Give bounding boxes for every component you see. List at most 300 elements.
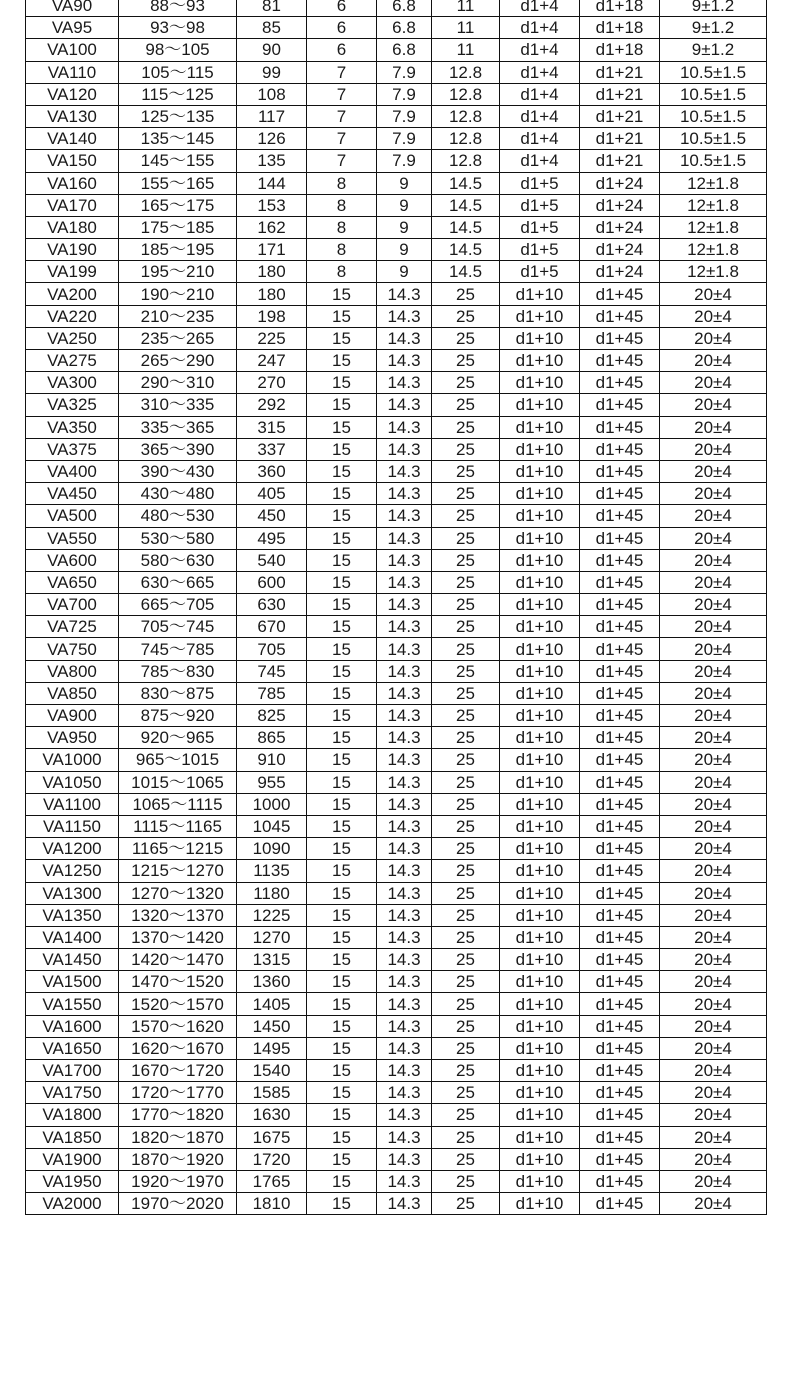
table-row — [26, 305, 767, 327]
tolerance-cell: 20±4 — [660, 815, 767, 837]
tolerance-cell: 9±1.2 — [660, 0, 767, 17]
range-cell: 745～785 — [119, 638, 237, 660]
c6-cell: d1+4 — [500, 150, 580, 172]
d1-cell: 315 — [237, 416, 307, 438]
c6-cell: d1+10 — [500, 838, 580, 860]
c7-cell: d1+45 — [580, 1126, 660, 1148]
width-cell: 15 — [307, 793, 377, 815]
c4-cell: 7.9 — [377, 150, 432, 172]
range-cell: 580～630 — [119, 549, 237, 571]
c5-cell: 25 — [432, 394, 500, 416]
c6-cell: d1+10 — [500, 860, 580, 882]
c4-cell: 14.3 — [377, 1148, 432, 1170]
d1-cell: 785 — [237, 682, 307, 704]
c6-cell: d1+10 — [500, 438, 580, 460]
d1-cell: 910 — [237, 749, 307, 771]
model-cell: VA1150 — [26, 815, 119, 837]
width-cell: 15 — [307, 727, 377, 749]
model-cell: VA90 — [26, 0, 119, 17]
tolerance-cell: 20±4 — [660, 305, 767, 327]
c7-cell: d1+21 — [580, 150, 660, 172]
c7-cell: d1+21 — [580, 128, 660, 150]
model-cell: VA1900 — [26, 1148, 119, 1170]
c5-cell: 12.8 — [432, 150, 500, 172]
tolerance-cell: 20±4 — [660, 1015, 767, 1037]
range-cell: 1720～1770 — [119, 1082, 237, 1104]
tolerance-cell: 12±1.8 — [660, 172, 767, 194]
d1-cell: 955 — [237, 771, 307, 793]
c6-cell: d1+10 — [500, 394, 580, 416]
c6-cell: d1+10 — [500, 350, 580, 372]
table-row — [26, 1126, 767, 1148]
width-cell: 7 — [307, 150, 377, 172]
width-cell: 15 — [307, 771, 377, 793]
c4-cell: 14.3 — [377, 594, 432, 616]
c7-cell: d1+24 — [580, 216, 660, 238]
c4-cell: 14.3 — [377, 1037, 432, 1059]
model-cell: VA275 — [26, 350, 119, 372]
model-cell: VA900 — [26, 705, 119, 727]
width-cell: 6 — [307, 39, 377, 61]
c5-cell: 11 — [432, 0, 500, 17]
range-cell: 1420～1470 — [119, 949, 237, 971]
tolerance-cell: 20±4 — [660, 1126, 767, 1148]
d1-cell: 865 — [237, 727, 307, 749]
c7-cell: d1+24 — [580, 239, 660, 261]
tolerance-cell: 20±4 — [660, 394, 767, 416]
c7-cell: d1+45 — [580, 838, 660, 860]
table-row — [26, 505, 767, 527]
d1-cell: 1360 — [237, 971, 307, 993]
range-cell: 1370～1420 — [119, 926, 237, 948]
c7-cell: d1+45 — [580, 616, 660, 638]
c5-cell: 25 — [432, 571, 500, 593]
c7-cell: d1+21 — [580, 61, 660, 83]
table-row — [26, 105, 767, 127]
table-row — [26, 83, 767, 105]
tolerance-cell: 20±4 — [660, 350, 767, 372]
d1-cell: 630 — [237, 594, 307, 616]
range-cell: 310～335 — [119, 394, 237, 416]
model-cell: VA190 — [26, 239, 119, 261]
range-cell: 920～965 — [119, 727, 237, 749]
c6-cell: d1+10 — [500, 926, 580, 948]
width-cell: 15 — [307, 483, 377, 505]
width-cell: 15 — [307, 1082, 377, 1104]
c7-cell: d1+45 — [580, 372, 660, 394]
c5-cell: 25 — [432, 1170, 500, 1192]
width-cell: 15 — [307, 1126, 377, 1148]
d1-cell: 117 — [237, 105, 307, 127]
range-cell: 185～195 — [119, 239, 237, 261]
table-row — [26, 616, 767, 638]
model-cell: VA1750 — [26, 1082, 119, 1104]
tolerance-cell: 20±4 — [660, 838, 767, 860]
tolerance-cell: 20±4 — [660, 438, 767, 460]
c4-cell: 14.3 — [377, 638, 432, 660]
d1-cell: 540 — [237, 549, 307, 571]
c4-cell: 9 — [377, 261, 432, 283]
c5-cell: 25 — [432, 860, 500, 882]
tolerance-cell: 20±4 — [660, 1060, 767, 1082]
c5-cell: 25 — [432, 594, 500, 616]
range-cell: 830～875 — [119, 682, 237, 704]
range-cell: 1470～1520 — [119, 971, 237, 993]
c5-cell: 25 — [432, 1126, 500, 1148]
table-row — [26, 0, 767, 17]
range-cell: 530～580 — [119, 527, 237, 549]
d1-cell: 144 — [237, 172, 307, 194]
table-row — [26, 1060, 767, 1082]
c7-cell: d1+45 — [580, 571, 660, 593]
range-cell: 145～155 — [119, 150, 237, 172]
width-cell: 15 — [307, 1104, 377, 1126]
c6-cell: d1+10 — [500, 283, 580, 305]
c6-cell: d1+10 — [500, 416, 580, 438]
width-cell: 6 — [307, 0, 377, 17]
d1-cell: 1540 — [237, 1060, 307, 1082]
c5-cell: 25 — [432, 749, 500, 771]
table-row — [26, 926, 767, 948]
d1-cell: 450 — [237, 505, 307, 527]
c5-cell: 25 — [432, 327, 500, 349]
model-cell: VA1300 — [26, 882, 119, 904]
c5-cell: 25 — [432, 372, 500, 394]
c4-cell: 6.8 — [377, 0, 432, 17]
c7-cell: d1+45 — [580, 1037, 660, 1059]
c4-cell: 14.3 — [377, 372, 432, 394]
c7-cell: d1+45 — [580, 727, 660, 749]
c4-cell: 9 — [377, 194, 432, 216]
c5-cell: 25 — [432, 971, 500, 993]
table-row — [26, 682, 767, 704]
model-cell: VA500 — [26, 505, 119, 527]
c4-cell: 14.3 — [377, 926, 432, 948]
c6-cell: d1+4 — [500, 17, 580, 39]
width-cell: 15 — [307, 860, 377, 882]
c5-cell: 25 — [432, 438, 500, 460]
range-cell: 1065～1115 — [119, 793, 237, 815]
table-row — [26, 949, 767, 971]
c4-cell: 14.3 — [377, 1082, 432, 1104]
model-cell: VA180 — [26, 216, 119, 238]
c5-cell: 14.5 — [432, 239, 500, 261]
tolerance-cell: 20±4 — [660, 971, 767, 993]
table-row — [26, 1037, 767, 1059]
c7-cell: d1+45 — [580, 549, 660, 571]
d1-cell: 825 — [237, 705, 307, 727]
width-cell: 8 — [307, 216, 377, 238]
d1-cell: 81 — [237, 0, 307, 17]
d1-cell: 1090 — [237, 838, 307, 860]
c7-cell: d1+45 — [580, 971, 660, 993]
d1-cell: 1630 — [237, 1104, 307, 1126]
c6-cell: d1+4 — [500, 128, 580, 150]
width-cell: 15 — [307, 815, 377, 837]
model-cell: VA1550 — [26, 993, 119, 1015]
d1-cell: 171 — [237, 239, 307, 261]
width-cell: 15 — [307, 327, 377, 349]
width-cell: 7 — [307, 83, 377, 105]
tolerance-cell: 20±4 — [660, 638, 767, 660]
c4-cell: 14.3 — [377, 815, 432, 837]
c4-cell: 14.3 — [377, 771, 432, 793]
c4-cell: 14.3 — [377, 483, 432, 505]
c6-cell: d1+4 — [500, 0, 580, 17]
model-cell: VA375 — [26, 438, 119, 460]
c5-cell: 25 — [432, 1082, 500, 1104]
c7-cell: d1+45 — [580, 749, 660, 771]
c6-cell: d1+10 — [500, 1060, 580, 1082]
c6-cell: d1+10 — [500, 1126, 580, 1148]
width-cell: 15 — [307, 438, 377, 460]
model-cell: VA130 — [26, 105, 119, 127]
c6-cell: d1+10 — [500, 882, 580, 904]
c4-cell: 14.3 — [377, 860, 432, 882]
model-cell: VA1350 — [26, 904, 119, 926]
d1-cell: 135 — [237, 150, 307, 172]
c4-cell: 14.3 — [377, 793, 432, 815]
c5-cell: 25 — [432, 1104, 500, 1126]
table-row — [26, 216, 767, 238]
model-cell: VA1850 — [26, 1126, 119, 1148]
c5-cell: 25 — [432, 771, 500, 793]
range-cell: 1015～1065 — [119, 771, 237, 793]
table-row — [26, 1082, 767, 1104]
model-cell: VA150 — [26, 150, 119, 172]
width-cell: 15 — [307, 926, 377, 948]
c7-cell: d1+45 — [580, 1104, 660, 1126]
c7-cell: d1+45 — [580, 1060, 660, 1082]
c6-cell: d1+10 — [500, 771, 580, 793]
c5-cell: 25 — [432, 1015, 500, 1037]
c6-cell: d1+5 — [500, 216, 580, 238]
width-cell: 15 — [307, 949, 377, 971]
width-cell: 15 — [307, 660, 377, 682]
range-cell: 290～310 — [119, 372, 237, 394]
c6-cell: d1+10 — [500, 527, 580, 549]
width-cell: 15 — [307, 749, 377, 771]
c4-cell: 14.3 — [377, 394, 432, 416]
c6-cell: d1+4 — [500, 83, 580, 105]
c5-cell: 25 — [432, 727, 500, 749]
model-cell: VA120 — [26, 83, 119, 105]
model-cell: VA1650 — [26, 1037, 119, 1059]
model-cell: VA1450 — [26, 949, 119, 971]
c6-cell: d1+10 — [500, 749, 580, 771]
width-cell: 15 — [307, 616, 377, 638]
c6-cell: d1+4 — [500, 39, 580, 61]
c7-cell: d1+45 — [580, 327, 660, 349]
table-row — [26, 283, 767, 305]
c5-cell: 25 — [432, 838, 500, 860]
tolerance-cell: 12±1.8 — [660, 239, 767, 261]
model-cell: VA450 — [26, 483, 119, 505]
width-cell: 15 — [307, 527, 377, 549]
c4-cell: 14.3 — [377, 616, 432, 638]
range-cell: 105～115 — [119, 61, 237, 83]
width-cell: 15 — [307, 372, 377, 394]
width-cell: 15 — [307, 971, 377, 993]
c7-cell: d1+45 — [580, 483, 660, 505]
c7-cell: d1+45 — [580, 904, 660, 926]
model-cell: VA350 — [26, 416, 119, 438]
c7-cell: d1+45 — [580, 527, 660, 549]
table-row — [26, 261, 767, 283]
c6-cell: d1+10 — [500, 660, 580, 682]
c6-cell: d1+10 — [500, 1082, 580, 1104]
c4-cell: 9 — [377, 172, 432, 194]
table-row — [26, 460, 767, 482]
c5-cell: 25 — [432, 926, 500, 948]
tolerance-cell: 20±4 — [660, 771, 767, 793]
model-cell: VA100 — [26, 39, 119, 61]
d1-cell: 270 — [237, 372, 307, 394]
c5-cell: 12.8 — [432, 105, 500, 127]
c6-cell: d1+10 — [500, 1193, 580, 1215]
model-cell: VA199 — [26, 261, 119, 283]
range-cell: 115～125 — [119, 83, 237, 105]
model-cell: VA1250 — [26, 860, 119, 882]
c7-cell: d1+18 — [580, 39, 660, 61]
c4-cell: 14.3 — [377, 416, 432, 438]
c4-cell: 14.3 — [377, 283, 432, 305]
range-cell: 1165～1215 — [119, 838, 237, 860]
c7-cell: d1+24 — [580, 172, 660, 194]
range-cell: 1820～1870 — [119, 1126, 237, 1148]
c6-cell: d1+5 — [500, 194, 580, 216]
c4-cell: 14.3 — [377, 549, 432, 571]
c6-cell: d1+10 — [500, 372, 580, 394]
c6-cell: d1+10 — [500, 815, 580, 837]
model-cell: VA2000 — [26, 1193, 119, 1215]
d1-cell: 1405 — [237, 993, 307, 1015]
tolerance-cell: 20±4 — [660, 1104, 767, 1126]
c7-cell: d1+45 — [580, 638, 660, 660]
width-cell: 15 — [307, 682, 377, 704]
c5-cell: 25 — [432, 949, 500, 971]
d1-cell: 670 — [237, 616, 307, 638]
range-cell: 875～920 — [119, 705, 237, 727]
c6-cell: d1+4 — [500, 61, 580, 83]
model-cell: VA1500 — [26, 971, 119, 993]
range-cell: 665～705 — [119, 594, 237, 616]
c5-cell: 25 — [432, 1193, 500, 1215]
d1-cell: 292 — [237, 394, 307, 416]
range-cell: 1970～2020 — [119, 1193, 237, 1215]
model-cell: VA200 — [26, 283, 119, 305]
width-cell: 8 — [307, 172, 377, 194]
tolerance-cell: 20±4 — [660, 682, 767, 704]
table-row — [26, 882, 767, 904]
c6-cell: d1+10 — [500, 460, 580, 482]
width-cell: 15 — [307, 1193, 377, 1215]
tolerance-cell: 20±4 — [660, 283, 767, 305]
spec-table — [25, 0, 767, 1215]
c5-cell: 25 — [432, 350, 500, 372]
d1-cell: 1585 — [237, 1082, 307, 1104]
c4-cell: 14.3 — [377, 993, 432, 1015]
table-row — [26, 571, 767, 593]
d1-cell: 126 — [237, 128, 307, 150]
tolerance-cell: 20±4 — [660, 549, 767, 571]
tolerance-cell: 10.5±1.5 — [660, 61, 767, 83]
range-cell: 630～665 — [119, 571, 237, 593]
c5-cell: 25 — [432, 1037, 500, 1059]
c5-cell: 25 — [432, 882, 500, 904]
d1-cell: 360 — [237, 460, 307, 482]
c7-cell: d1+45 — [580, 1015, 660, 1037]
c4-cell: 14.3 — [377, 350, 432, 372]
c5-cell: 25 — [432, 993, 500, 1015]
table-row — [26, 1193, 767, 1215]
range-cell: 155～165 — [119, 172, 237, 194]
range-cell: 1115～1165 — [119, 815, 237, 837]
d1-cell: 162 — [237, 216, 307, 238]
c4-cell: 6.8 — [377, 39, 432, 61]
c4-cell: 14.3 — [377, 1060, 432, 1082]
tolerance-cell: 20±4 — [660, 1170, 767, 1192]
c6-cell: d1+10 — [500, 483, 580, 505]
tolerance-cell: 20±4 — [660, 372, 767, 394]
c6-cell: d1+10 — [500, 682, 580, 704]
c4-cell: 14.3 — [377, 505, 432, 527]
c4-cell: 14.3 — [377, 660, 432, 682]
c5-cell: 25 — [432, 416, 500, 438]
range-cell: 195～210 — [119, 261, 237, 283]
table-row — [26, 483, 767, 505]
c5-cell: 12.8 — [432, 61, 500, 83]
c4-cell: 14.3 — [377, 682, 432, 704]
model-cell: VA1000 — [26, 749, 119, 771]
c5-cell: 11 — [432, 17, 500, 39]
d1-cell: 337 — [237, 438, 307, 460]
width-cell: 15 — [307, 416, 377, 438]
c5-cell: 25 — [432, 505, 500, 527]
c6-cell: d1+10 — [500, 1148, 580, 1170]
tolerance-cell: 20±4 — [660, 483, 767, 505]
width-cell: 15 — [307, 594, 377, 616]
c4-cell: 14.3 — [377, 727, 432, 749]
range-cell: 165～175 — [119, 194, 237, 216]
d1-cell: 1270 — [237, 926, 307, 948]
width-cell: 15 — [307, 705, 377, 727]
c4-cell: 14.3 — [377, 1015, 432, 1037]
model-cell: VA170 — [26, 194, 119, 216]
range-cell: 1215～1270 — [119, 860, 237, 882]
width-cell: 6 — [307, 17, 377, 39]
c7-cell: d1+45 — [580, 882, 660, 904]
table-row — [26, 727, 767, 749]
c5-cell: 25 — [432, 616, 500, 638]
c6-cell: d1+5 — [500, 172, 580, 194]
range-cell: 1870～1920 — [119, 1148, 237, 1170]
tolerance-cell: 20±4 — [660, 594, 767, 616]
model-cell: VA160 — [26, 172, 119, 194]
tolerance-cell: 20±4 — [660, 749, 767, 771]
c4-cell: 14.3 — [377, 438, 432, 460]
d1-cell: 405 — [237, 483, 307, 505]
d1-cell: 745 — [237, 660, 307, 682]
range-cell: 210～235 — [119, 305, 237, 327]
table-row — [26, 39, 767, 61]
table-row — [26, 172, 767, 194]
d1-cell: 85 — [237, 17, 307, 39]
c7-cell: d1+45 — [580, 660, 660, 682]
c5-cell: 25 — [432, 1060, 500, 1082]
width-cell: 8 — [307, 261, 377, 283]
width-cell: 15 — [307, 1037, 377, 1059]
